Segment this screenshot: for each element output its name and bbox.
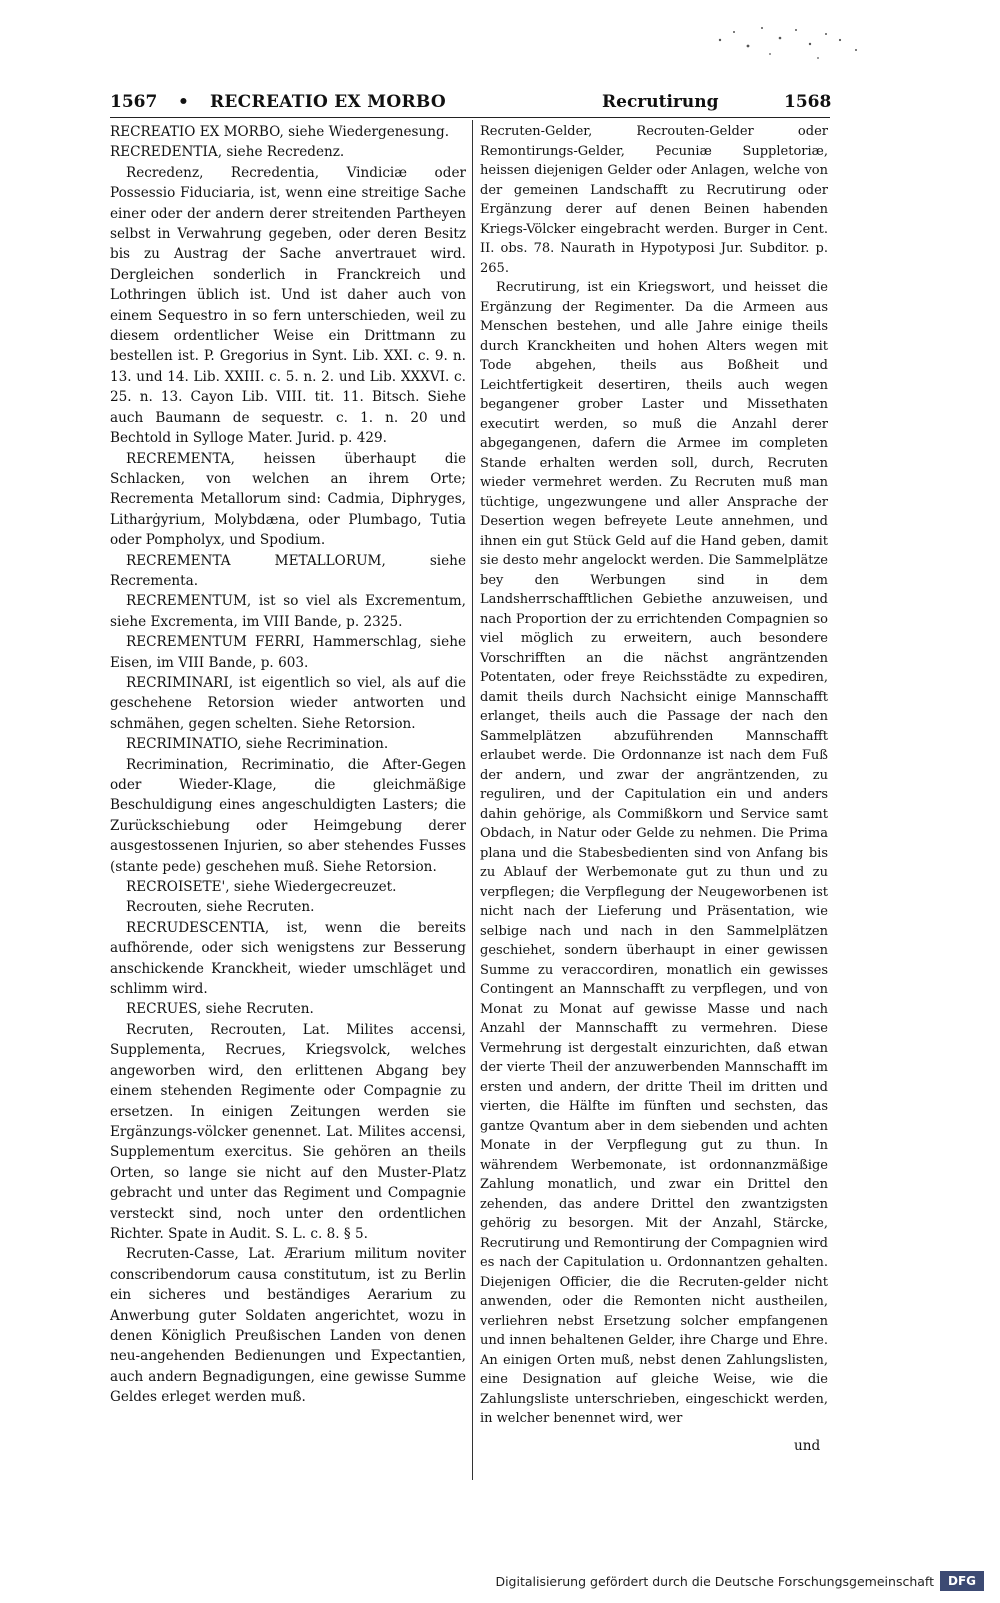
entry-recrudescentia: RECRUDESCENTIA, ist, wenn die bereits aufhörende, oder sich wenigstens zur Besserung anschickende Kranckheit, wieder umschläget und schlimm wird. [110,919,466,998]
entry-recrementa-metallorum: RECREMENTA METALLORUM, siehe Recrementa. [110,552,466,589]
entry-recrutirung: Recrutirung, ist ein Kriegswort, und heisset die Ergänzung der Regimenter. Da die Armeen aus Menschen bestehen, und alle Jahre einige theils durch Kranckheiten und hohen Alters wegen mit Tode abgehen, theils aus Boßheit und Leichtfertigkeit desertiren, theils auch wegen begangener grober Laster und Missethaten executirt werden, so muß die Anzahl derer abgegangenen, dafern die Armee im completen Stande erhalten werden soll, durch, Recruten wieder vermehret werden. Zu Recruten muß man tüchtige, ungezwungene und aller Ansprache der Desertion wegen befreyete Leute annehmen, und ihnen ein gut Stück Geld auf die Hand geben, damit sie desto mehr angelockt werden. Die Sammelplätze bey den Werbungen sind in dem Landsherrschafftlichen Gebiethe anzuweisen, und nach Proportion der zu errichtenden Compagnien so viel möglich zu erweitern, auch besondere Vorschrifften an die nächst angräntzenden Potentaten, oder freye Reichsstädte zu expediren, damit theils durch Nachsicht einige Mannschafft erlanget, theils auch die Passage der nach den Sammelplätzen abzuführenden Mannschafft erlaubet werde. Die Ordonnanze ist nach dem Fuß der andern, und zwar der angräntzenden, zu reguliren, und der Capitulation ein und anders dahin gehörige, als Commißkorn und Service samt Obdach, in Natur oder Gelde zu nehmen. Die Prima plana und die Stabesbedienten sind von Anfang bis zu Ablauf der Werbemonate gut zu thun und zu verpflegen; die Verpflegung der Neugeworbenen ist nicht nach der Lieferung und Präsentation, wie selbige nach und nach in den Sammelplätzen geschiehet, sondern überhaupt in einer gewissen Summe zu veraccordiren, monatlich ein gewisses Contingent an Mannschafft zu verpflegen, und von Monat zu Monat auf gewisse Masse und nach Anzahl der Mannschafft zu vermehren. Diese Vermehrung ist dergestalt einzurichten, daß etwan der vierte Theil der anzuwerbenden Mannschafft im ersten und andern, der dritte Theil im dritten und vierten, die Hälfte im fünften und sechsten, das gantze Qvantum aber in dem siebenden und achten Monate in der Verpflegung gut zu thun. In währendem Werbemonate, ist ordonnanzmäßige Zahlung monatlich, und zwar ein Drittel den zehenden, das andere Drittel den zwantzigsten gehörig zu besorgen. Mit der Anzahl, Stärcke, Recrutirung und Remontirung der Compagnien wird es nach der Capitulation u. Ordonnantzen gehalten. Diejenigen Officier, die die Recruten-gelder nicht anwenden, oder die Remonten nicht austheilen, verliehren nebst Ersetzung solcher empfangenen und innen behaltenen Gelder, ihre Charge und Ehre. An einigen Orten muß, nebst denen Zahlungslisten, eine Designation auf gleiche Weise, wie die Zahlungsliste unterschrieben, eingeschickt werden, in welcher benennet wird, wer [480,280,828,1426]
footer [495,1571,990,1593]
entry-recruten-casse: Recruten-Casse, Lat. Ærarium militum noviter conscribendorum causa constitutum, ist zu Berlin ein sicheres und beständiges Aerarium zu Anwerbung guter Soldaten angerichtet, wozu in denen Königlich Preußischen Landen von denen neu-angehenden Bedienungen und Expectantien, auch andern Begnadigungen, eine gewisse Summe Geldes erleget werden muß. [110,1246,466,1406]
right-running-title: Recrutirung [602,92,719,112]
left-column [110,122,466,1408]
header-separator: • [178,92,189,112]
entry-recriminatio: RECRIMINATIO, siehe Recrimination. [126,736,389,753]
entry-recredenz: Recredenz, Recredentia, Vindiciæ oder Possessio Fiduciaria, ist, wenn eine streitige Sache einer oder der andern derer streitenden Partheyen selbst in Verwahrung gegeben, oder deren Besitz bis zu Austrag der Sache anvertrauet wird. Dergleichen sonderlich in Franckreich und Lothringen üblich ist. Und ist daher auch von einem Sequestro in so fern unterschieden, weil zu diesem ordentlicher Weise ein Drittmann zu bestellen ist. P. Gregorius in Synt. Lib. XXI. c. 9. n. 13. und 14. Lib. XXIII. c. 5. n. 2. und Lib. XXXVI. c. 25. n. 13. Cayon Lib. VIII. tit. 11. Bitsch. Siehe auch Baumann de sequestr. c. 1. n. 20 und Bechtold in Sylloge Mater. Jurid. p. 429. [110,164,466,447]
left-page-number: 1567 [110,92,158,112]
funding-notice: Digitalisierung gefördert durch die Deutsche Forschungsgemeinschaft [495,1574,934,1589]
right-column [480,122,828,1429]
entry-recrementa: RECREMENTA, heissen überhaupt die Schlacken, von welchen an ihrem Orte; Recrementa Metallorum sind: Cadmia, Diphryges, Litharġyrium, Molybdæna, oder Plumbago, Tutia oder Pompholyx, und Spodium. [110,450,466,549]
dfg-logo: DFG [940,1571,984,1591]
entry-recroisete: RECROISETE', siehe Wiedergecreuzet. [126,879,397,896]
right-page-number: 1568 [784,92,832,112]
entry-recreatio-ex-morbo: RECREATIO EX MORBO, siehe Wiedergenesung. [110,124,450,140]
entry-recrimination: Recrimination, Recriminatio, die After-Gegen oder Wieder-Klage, die gleichmäßige Beschuldigung eines angeschuldigten Lasters; die Zurückschiebung oder Heimgebung derer ausgestossenen Injurien, so aber stehendes Fusses (stante pede) geschehen muß. Siehe Retorsion. [110,756,466,875]
entry-recredentia: RECREDENTIA, siehe Recredenz. [110,144,345,161]
entry-recrementum: RECREMENTUM, ist so viel als Excrementum, siehe Excrementa, im VIII Bande, p. 2325. [110,593,466,630]
entry-recrouten: Recrouten, siehe Recruten. [126,899,315,916]
entry-recrues: RECRUES, siehe Recruten. [126,1001,314,1018]
header-rule [110,117,830,118]
entry-recruten: Recruten, Recrouten, Lat. Milites accensi, Supplementa, Recrues, Kriegsvolck, welches angeworben wird, den erlittenen Abgang bey einem stehenden Regimente oder Compagnie zu ersetzen. In einigen Zeitungen werden sie Ergänzungs-völcker genennet. Lat. Milites accensi, Supplementum exercitus. Sie gehören an theils Orten, so lange sie nicht auf den Muster-Platz gebracht und unter das Regiment und Compagnie versteckt sind, noch unter den ordentlichen Richter. Spate in Audit. S. L. c. 8. § 5. [110,1021,466,1242]
entry-recriminari: RECRIMINARI, ist eigentlich so viel, als auf die geschehene Retorsion wieder antworten und schmähen, gegen schelten. Siehe Retorsion. [110,674,466,732]
ink-blot-decoration [700,10,870,70]
running-header [110,92,830,116]
entry-recruten-gelder: Recruten-Gelder, Recrouten-Gelder oder Remontirungs-Gelder, Pecuniæ Suppletoriæ, heissen diejenigen Gelder oder Anlagen, welche von der gemeinen Landschafft zu Recrutirung oder Ergänzung derer auf denen Beinen habenden Kriegs-Völcker eingebracht werden. Burger in Cent. II. obs. 78. Naurath in Hypotyposi Jur. Subditor. p. 265. [480,124,828,276]
column-divider [472,120,473,1480]
catchword: und [794,1438,821,1454]
left-running-title: RECREATIO EX MORBO [210,92,447,112]
entry-recrementum-ferri: RECREMENTUM FERRI, Hammerschlag, siehe Eisen, im VIII Bande, p. 603. [110,634,466,671]
